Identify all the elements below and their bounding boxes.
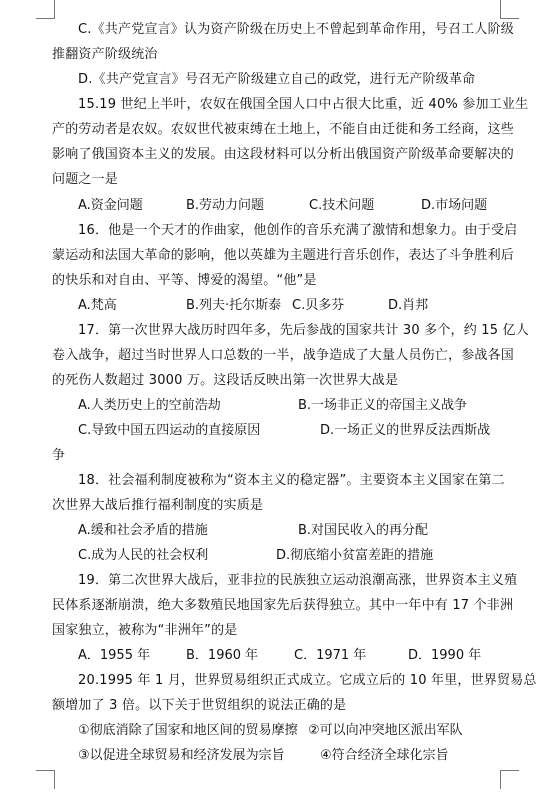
q19-option-d: D．1990 年 bbox=[408, 648, 482, 663]
q16-option-d: D.肖邦 bbox=[388, 298, 429, 313]
q19-stem-line2: 民体系逐渐崩溃，绝大多数殖民地国家先后获得独立。其中一年中有 17 个非洲 bbox=[52, 598, 514, 613]
q16-option-c: C.贝多芬 bbox=[292, 298, 345, 313]
q19-option-c: C．1971 年 bbox=[294, 648, 367, 663]
q19-stem-line3: 国家独立，被称为“非洲年”的是 bbox=[52, 623, 238, 638]
q14-option-d: D.《共产党宣言》号召无产阶级建立自己的政党，进行无产阶级革命 bbox=[78, 72, 476, 87]
q16-stem-line3: 的快乐和对自由、平等、博爱的渴望。“他”是 bbox=[52, 273, 317, 288]
q20-stem-line1: 20.1995 年 1 月，世界贸易组织正式成立。它成立后的 10 年里，世界贸易总 bbox=[78, 673, 537, 688]
crop-mark-bottom-left bbox=[36, 770, 55, 789]
q17-option-d: D.一场正义的世界反法西斯战 bbox=[320, 423, 491, 438]
q19-option-b: B．1960 年 bbox=[186, 648, 259, 663]
q18-option-a: A.缓和社会矛盾的措施 bbox=[78, 523, 208, 538]
q18-option-b: B.对国民收入的再分配 bbox=[298, 523, 429, 538]
q17-option-c: C.导致中国五四运动的直接原因 bbox=[78, 423, 261, 438]
crop-mark-top-right bbox=[500, 0, 519, 19]
q15-stem-line4: 问题之一是 bbox=[52, 172, 119, 187]
q17-option-b: B.一场非正义的帝国主义战争 bbox=[298, 398, 468, 413]
q16-option-a: A.梵高 bbox=[78, 298, 117, 313]
q19-stem-line1: 19．第二次世界大战后，亚非拉的民族独立运动浪潮高涨，世界资本主义殖 bbox=[78, 573, 518, 588]
q20-statement-3: ③以促进全球贸易和经济发展为宗旨 bbox=[78, 748, 285, 763]
q14-option-c-line1: C.《共产党宣言》认为资产阶级在历史上不曾起到革命作用，号召工人阶级 bbox=[78, 22, 515, 37]
q20-statement-4: ④符合经济全球化宗旨 bbox=[320, 748, 449, 763]
q18-option-c: C.成为人民的社会权利 bbox=[78, 548, 209, 563]
q17-stem-line3: 的死伤人数超过 3000 万。这段话反映出第一次世界大战是 bbox=[52, 373, 399, 388]
q15-stem-line3: 影响了俄国资本主义的发展。由这段材料可以分析出俄国资产阶级革命要解决的 bbox=[52, 147, 515, 162]
q15-option-a: A.资金问题 bbox=[78, 198, 143, 213]
q20-statement-1: ①彻底消除了国家和地区间的贸易摩擦 bbox=[78, 723, 298, 738]
q16-option-b: B.列夫·托尔斯泰 bbox=[186, 298, 282, 313]
q19-option-a: A．1955 年 bbox=[78, 648, 151, 663]
q17-option-a: A.人类历史上的空前浩劫 bbox=[78, 398, 221, 413]
q14-option-c-line2: 推翻资产阶级统治 bbox=[52, 47, 158, 62]
q15-option-c: C.技术问题 bbox=[309, 198, 375, 213]
q20-stem-line2: 额增加了 3 倍。以下关于世贸组织的说法正确的是 bbox=[52, 698, 347, 713]
q15-stem-line2: 产的劳动者是农奴。农奴世代被束缚在土地上，不能自由迁徙和务工经商，这些 bbox=[52, 122, 515, 137]
q17-option-d-wrap: 争 bbox=[52, 448, 66, 463]
q15-stem-line1: 15.19 世纪上半叶，农奴在俄国全国人口中占很大比重，近 40% 参加工业生 bbox=[78, 97, 529, 112]
q16-stem-line2: 蒙运动和法国大革命的影响，他以英雄为主题进行音乐创作，表达了斗争胜利后 bbox=[52, 248, 515, 263]
q15-option-d: D.市场问题 bbox=[421, 198, 488, 213]
q16-stem-line1: 16．他是一个天才的作曲家，他创作的音乐充满了激情和想象力。由于受启 bbox=[78, 223, 518, 238]
q18-stem-line2: 次世界大战后推行福利制度的实质是 bbox=[52, 498, 264, 513]
q20-statement-2: ②可以向冲突地区派出军队 bbox=[308, 723, 463, 738]
q18-stem-line1: 18．社会福利制度被称为“资本主义的稳定器”。主要资本主义国家在第二 bbox=[78, 473, 505, 488]
crop-mark-bottom-right bbox=[500, 770, 519, 789]
q17-stem-line1: 17．第一次世界大战历时四年多，先后参战的国家共计 30 多个，约 15 亿人 bbox=[78, 323, 529, 338]
q15-option-b: B.劳动力问题 bbox=[186, 198, 265, 213]
crop-mark-top-left bbox=[36, 0, 55, 19]
q18-option-d: D.彻底缩小贫富差距的措施 bbox=[276, 548, 434, 563]
q17-stem-line2: 卷入战争，超过当时世界人口总数的一半，战争造成了大量人员伤亡，参战各国 bbox=[52, 348, 515, 363]
